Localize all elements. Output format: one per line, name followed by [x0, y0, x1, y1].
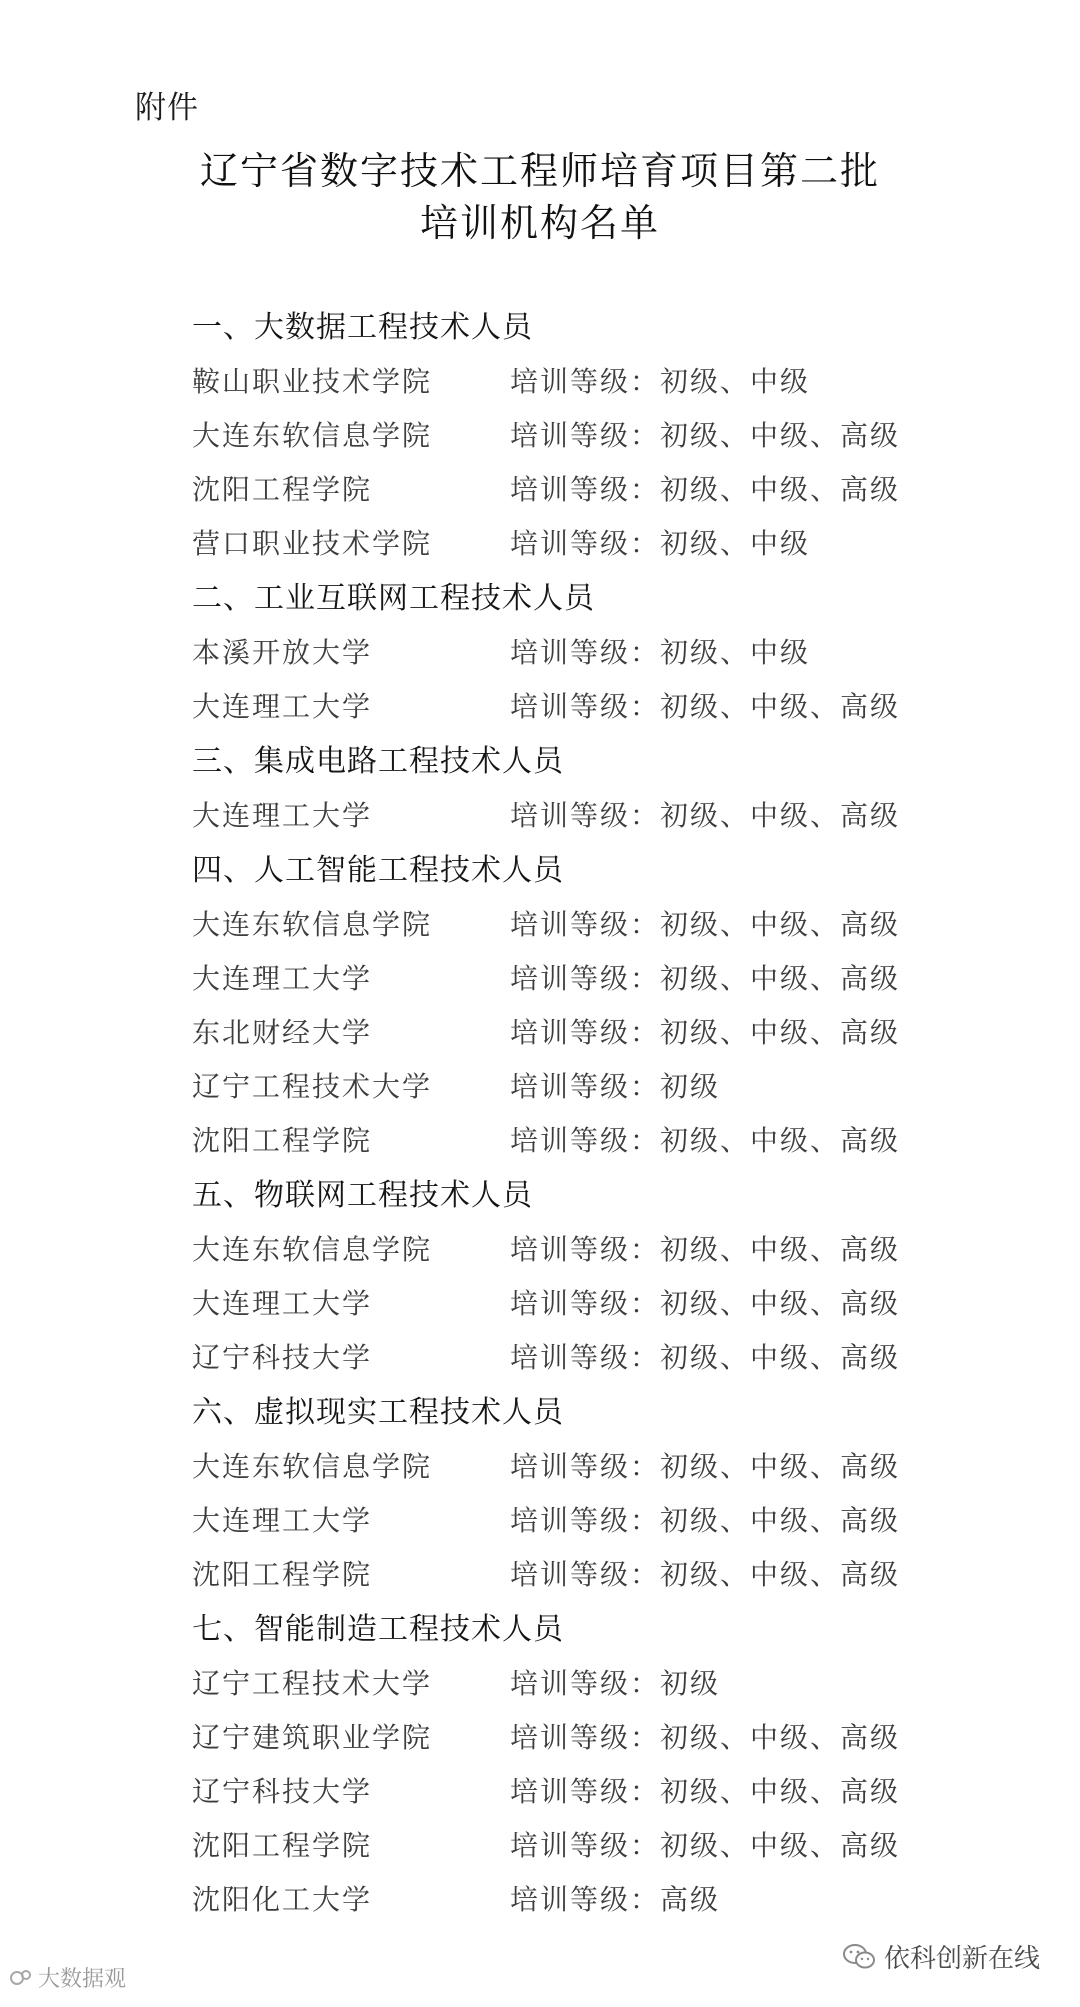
institution-list	[192, 300, 992, 1927]
training-level-label: 培训等级：	[510, 1721, 661, 1754]
list-item	[192, 898, 992, 952]
list-item	[192, 463, 992, 517]
institution-name: 鞍山职业技术学院	[192, 365, 433, 398]
document-title-line1: 辽宁省数字技术工程师培育项目第二批	[199, 149, 880, 193]
training-level-value: 初级、中级	[660, 636, 811, 669]
training-level-label: 培训等级：	[510, 1070, 661, 1103]
list-item	[192, 1440, 992, 1494]
institution-name: 大连东软信息学院	[192, 1450, 433, 1483]
training-level-label: 培训等级：	[510, 1667, 661, 1700]
list-item	[192, 789, 992, 843]
list-item	[192, 1711, 992, 1765]
section-heading: 三、集成电路工程技术人员	[192, 744, 564, 779]
training-level-value: 初级、中级、高级	[660, 1450, 901, 1483]
institution-name: 沈阳化工大学	[192, 1883, 373, 1916]
training-level-label: 培训等级：	[510, 419, 661, 452]
training-level-value: 初级、中级、高级	[660, 1504, 901, 1537]
training-level-label: 培训等级：	[510, 1341, 661, 1374]
watermark-left-text: 大数据观	[38, 1967, 127, 1992]
training-level-label: 培训等级：	[510, 1124, 661, 1157]
institution-name: 沈阳工程学院	[192, 1829, 373, 1862]
section-heading: 一、大数据工程技术人员	[192, 310, 533, 345]
institution-name: 辽宁工程技术大学	[192, 1667, 433, 1700]
training-level-value: 初级、中级、高级	[660, 1287, 901, 1320]
training-level-label: 培训等级：	[510, 1883, 661, 1916]
training-level-label: 培训等级：	[510, 1829, 661, 1862]
institution-name: 东北财经大学	[192, 1016, 373, 1049]
section-heading: 七、智能制造工程技术人员	[192, 1612, 564, 1647]
training-level-label: 培训等级：	[510, 1450, 661, 1483]
list-item	[192, 409, 992, 463]
training-level-label: 培训等级：	[510, 1775, 661, 1808]
list-item	[192, 1277, 992, 1331]
watermark-left	[8, 1962, 126, 1993]
list-item	[192, 1494, 992, 1548]
list-item	[192, 1223, 992, 1277]
institution-name: 辽宁建筑职业学院	[192, 1721, 433, 1754]
list-item	[192, 1331, 992, 1385]
document-title-line2: 培训机构名单	[419, 201, 660, 245]
training-level-value: 初级、中级、高级	[660, 419, 901, 452]
training-level-label: 培训等级：	[510, 908, 661, 941]
institution-name: 大连理工大学	[192, 1504, 373, 1537]
training-level-value: 初级、中级、高级	[660, 799, 901, 832]
training-level-label: 培训等级：	[510, 690, 661, 723]
training-level-value: 初级、中级、高级	[660, 1016, 901, 1049]
institution-name: 大连东软信息学院	[192, 1233, 433, 1266]
list-item	[192, 1873, 992, 1927]
training-level-value: 高级	[660, 1883, 721, 1916]
list-item	[192, 1765, 992, 1819]
training-level-value: 初级、中级、高级	[660, 1829, 901, 1862]
section-heading: 五、物联网工程技术人员	[192, 1178, 533, 1213]
institution-name: 大连理工大学	[192, 962, 373, 995]
list-item	[192, 1060, 992, 1114]
list-item	[192, 517, 992, 571]
training-level-label: 培训等级：	[510, 636, 661, 669]
training-level-value: 初级、中级、高级	[660, 908, 901, 941]
list-item	[192, 1006, 992, 1060]
training-level-value: 初级、中级、高级	[660, 1233, 901, 1266]
section-heading: 二、工业互联网工程技术人员	[192, 581, 595, 616]
institution-name: 沈阳工程学院	[192, 1124, 373, 1157]
institution-name: 大连理工大学	[192, 1287, 373, 1320]
institution-name: 本溪开放大学	[192, 636, 373, 669]
institution-name: 沈阳工程学院	[192, 1558, 373, 1591]
training-level-label: 培训等级：	[510, 1558, 661, 1591]
institution-name: 营口职业技术学院	[192, 527, 433, 560]
training-level-value: 初级	[660, 1070, 721, 1103]
list-item	[192, 1548, 992, 1602]
list-item	[192, 1657, 992, 1711]
institution-name: 大连东软信息学院	[192, 419, 433, 452]
training-level-label: 培训等级：	[510, 1233, 661, 1266]
training-level-value: 初级、中级、高级	[660, 1721, 901, 1754]
training-level-value: 初级、中级、高级	[660, 690, 901, 723]
training-level-value: 初级、中级、高级	[660, 1775, 901, 1808]
list-item	[192, 355, 992, 409]
training-level-label: 培训等级：	[510, 1287, 661, 1320]
institution-name: 沈阳工程学院	[192, 473, 373, 506]
training-level-label: 培训等级：	[510, 365, 661, 398]
list-item	[192, 952, 992, 1006]
institution-name: 辽宁科技大学	[192, 1341, 373, 1374]
training-level-value: 初级、中级、高级	[660, 1341, 901, 1374]
training-level-label: 培训等级：	[510, 473, 661, 506]
institution-name: 辽宁科技大学	[192, 1775, 373, 1808]
wechat-icon	[842, 1942, 876, 1972]
training-level-label: 培训等级：	[510, 1504, 661, 1537]
section-heading: 四、人工智能工程技术人员	[192, 853, 564, 888]
training-level-label: 培训等级：	[510, 527, 661, 560]
watermark-logo-icon	[8, 1965, 34, 1991]
training-level-label: 培训等级：	[510, 1016, 661, 1049]
training-level-value: 初级、中级、高级	[660, 962, 901, 995]
institution-name: 辽宁工程技术大学	[192, 1070, 433, 1103]
training-level-value: 初级	[660, 1667, 721, 1700]
attachment-label: 附件	[135, 90, 199, 126]
training-level-value: 初级、中级、高级	[660, 473, 901, 506]
list-item	[192, 680, 992, 734]
training-level-value: 初级、中级	[660, 365, 811, 398]
training-level-label: 培训等级：	[510, 962, 661, 995]
training-level-value: 初级、中级	[660, 527, 811, 560]
training-level-label: 培训等级：	[510, 799, 661, 832]
institution-name: 大连理工大学	[192, 799, 373, 832]
watermark-right-text: 依科创新在线	[883, 1944, 1040, 1974]
list-item	[192, 626, 992, 680]
institution-name: 大连理工大学	[192, 690, 373, 723]
training-level-value: 初级、中级、高级	[660, 1124, 901, 1157]
training-level-value: 初级、中级、高级	[660, 1558, 901, 1591]
list-item	[192, 1114, 992, 1168]
watermark-right	[842, 1938, 1040, 1975]
section-heading: 六、虚拟现实工程技术人员	[192, 1395, 564, 1430]
institution-name: 大连东软信息学院	[192, 908, 433, 941]
list-item	[192, 1819, 992, 1873]
